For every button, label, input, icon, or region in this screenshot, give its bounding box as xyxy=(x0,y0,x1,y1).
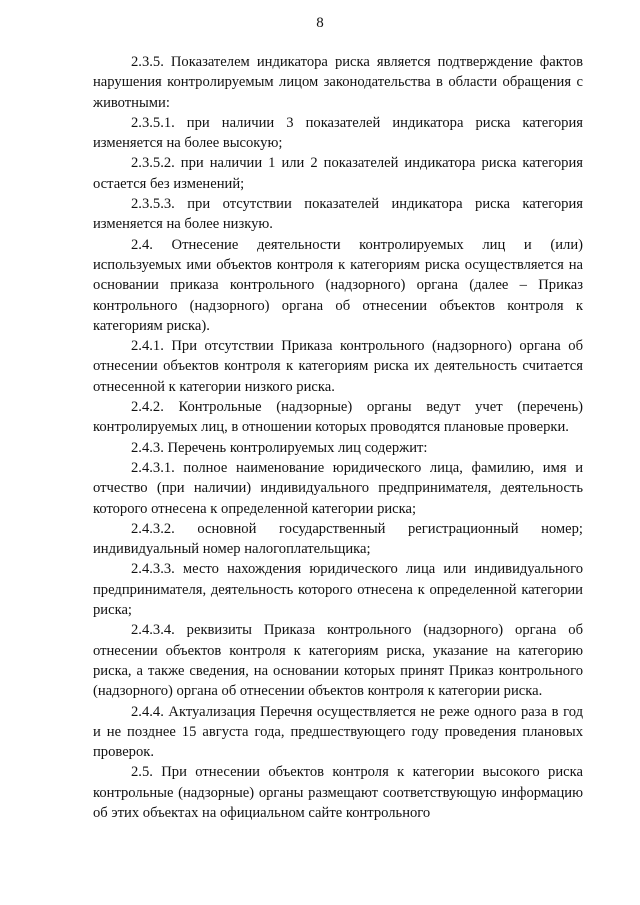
paragraph-2-4-3: 2.4.3. Перечень контролируемых лиц содержит: xyxy=(131,439,428,456)
paragraph-2-3-5-3: 2.3.5.3. при отсутствии показателей индикатора риска категория изменяется на более низкую. xyxy=(93,196,583,233)
paragraph-2-4-2: 2.4.2. Контрольные (надзорные) органы ведут учет (перечень) контролируемых лиц, в отношении которых проводятся плановые проверки. xyxy=(93,399,583,436)
document-body xyxy=(93,52,583,823)
page-number: 8 xyxy=(316,15,324,31)
paragraph-2-4-3-3: 2.4.3.3. место нахождения юридического лица или индивидуального предпринимателя, деятельность которого отнесена к определенной категории риска; xyxy=(93,561,583,619)
paragraph-2-4-4: 2.4.4. Актуализация Перечня осуществляется не реже одного раза в год и не позднее 15 августа года, предшествующего году проведения плановых проверок. xyxy=(93,703,583,761)
paragraph-2-4: 2.4. Отнесение деятельности контролируемых лиц и (или) используемых ими объектов контроля к категориям риска осуществляется на основании приказа контрольного (надзорного) органа (далее – Приказ контрольного (надзорного) органа об отнесении объектов контроля к категориям риска). xyxy=(93,236,583,334)
paragraph-2-4-1: 2.4.1. При отсутствии Приказа контрольного (надзорного) органа об отнесении объектов контроля к категориям риска их деятельность считается отнесенной к категории низкого риска. xyxy=(93,338,583,395)
paragraph-2-5: 2.5. При отнесении объектов контроля к категории высокого риска контрольные (надзорные) органы размещают соответствующую информацию об этих объектах на официальном сайте контрольного xyxy=(93,764,583,821)
paragraph-2-3-5-2: 2.3.5.2. при наличии 1 или 2 показателей индикатора риска категория остается без изменений; xyxy=(93,155,583,192)
paragraph-2-4-3-4: 2.4.3.4. реквизиты Приказа контрольного (надзорного) органа об отнесении объектов контроля к категориям риска, указание на категорию риска, а также сведения, на основании которых принят Приказ контрольного (надзорного) органа об отнесении объектов контроля к категории риска. xyxy=(93,622,583,700)
paragraph-2-3-5: 2.3.5. Показателем индикатора риска является подтверждение фактов нарушения контролируемым лицом законодательства в области обращения с животными: xyxy=(93,54,583,111)
paragraph-2-4-3-1: 2.4.3.1. полное наименование юридического лица, фамилию, имя и отчество (при наличии) индивидуального предпринимателя, деятельность которого отнесена к определенной категории риска; xyxy=(93,459,583,517)
paragraph-2-4-3-2: 2.4.3.2. основной государственный регистрационный номер; индивидуальный номер налогоплательщика; xyxy=(93,520,583,558)
paragraph-2-3-5-1: 2.3.5.1. при наличии 3 показателей индикатора риска категория изменяется на более высокую; xyxy=(93,114,583,152)
